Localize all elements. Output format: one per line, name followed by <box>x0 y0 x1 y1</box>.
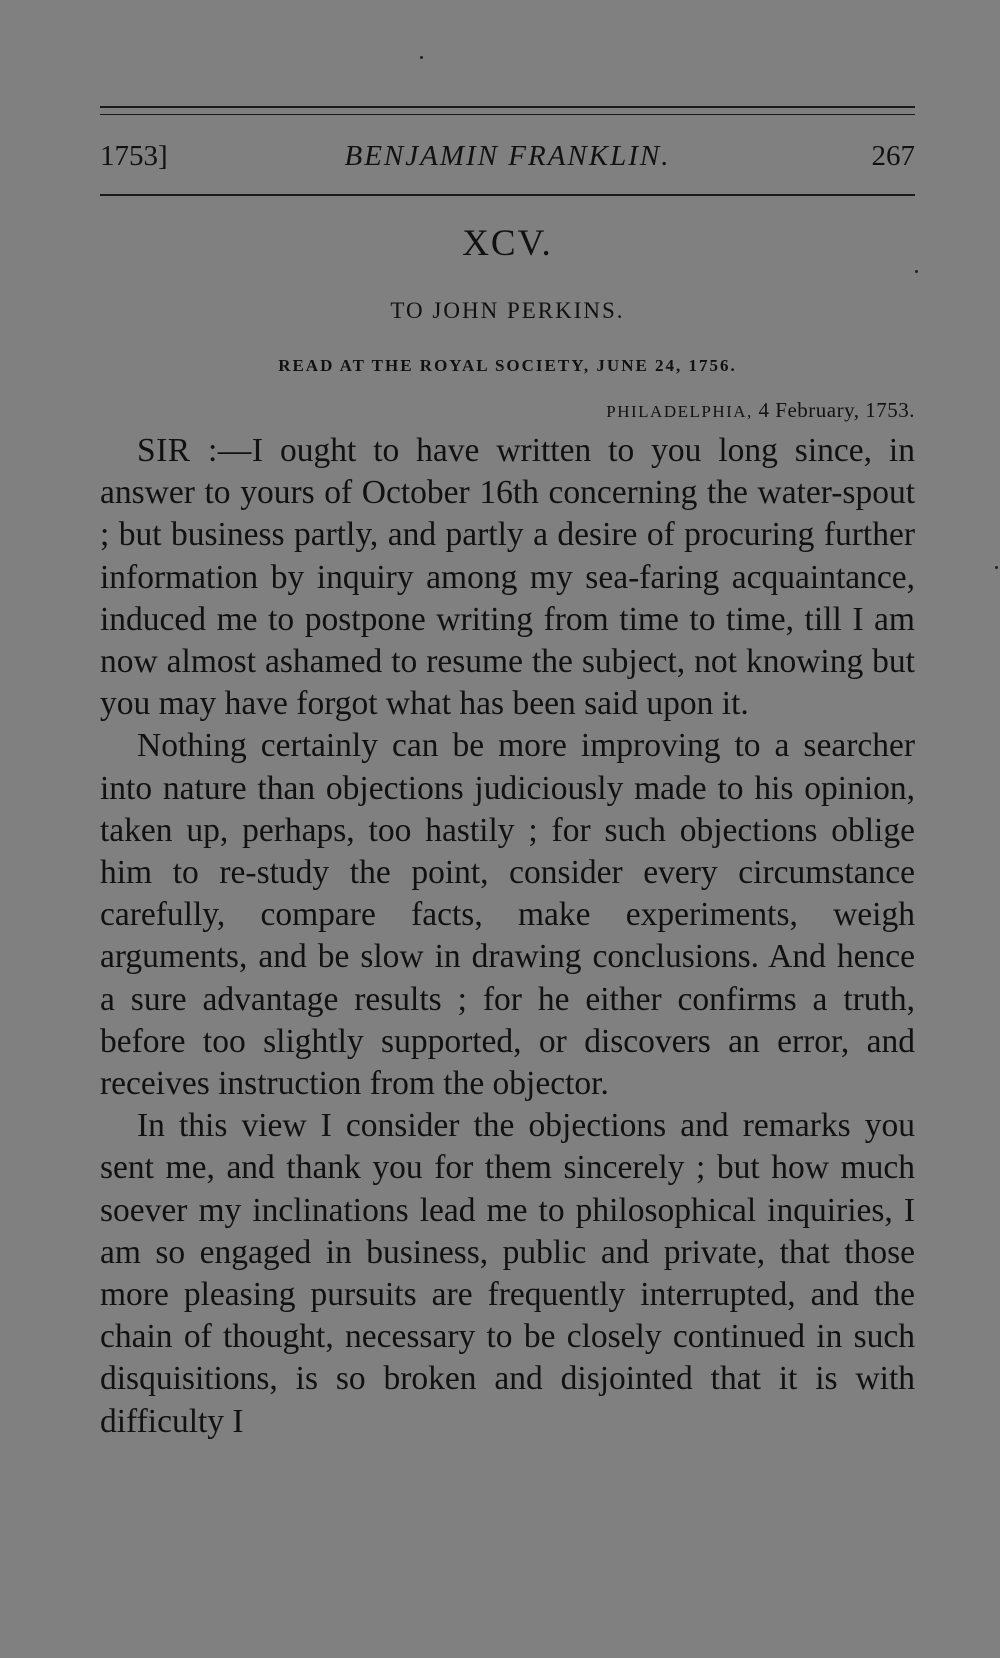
paragraph <box>100 430 915 725</box>
top-rule-thin <box>100 114 915 115</box>
top-rule <box>100 106 915 108</box>
dateline-date: 4 February, 1753. <box>758 398 915 422</box>
paper-speck <box>915 270 918 273</box>
paper-speck <box>995 566 998 569</box>
running-head-title: BENJAMIN FRANKLIN. <box>344 140 671 172</box>
page-number: 267 <box>871 140 915 172</box>
paragraph-text: In this view I consider the objections and remarks you sent me, and thank you for them sincerely ; but how much soever my inclinations lead me to philosophical inquiries, I am so engaged in business, public and private, that those more pleasing pursuits are frequently interrupted, and the chain of thought, necessary to be closely continued in such disquisitions, is so broken and disjointed that it is with difficulty I <box>100 1107 915 1440</box>
dateline-place: PHILADELPHIA, <box>606 402 753 421</box>
letter-body <box>100 430 915 1443</box>
read-note: READ AT THE ROYAL SOCIETY, JUNE 24, 1756. <box>278 356 737 375</box>
header-rule <box>100 194 915 196</box>
paragraph <box>100 1105 915 1443</box>
letter-number: XCV. <box>462 223 553 264</box>
salutation: SIR :— <box>137 432 252 469</box>
paragraph <box>100 725 915 1105</box>
running-head <box>100 140 915 180</box>
paragraph-text: I ought to have written to you long since, in answer to yours of October 16th concerning the water-spout ; but business partly, and partly a desire of procuring further information by inquiry among my sea-faring acquaintance, induced me to postpone writing from time to time, till I am now almost ashamed to resume the subject, not knowing but you may have forgot what has been said upon it. <box>100 432 915 723</box>
letter-addressee: TO JOHN PERKINS. <box>390 298 625 323</box>
running-head-year: 1753] <box>100 140 168 172</box>
paragraph-text: Nothing certainly can be more improving to a searcher into nature than objections judiciously made to his opinion, taken up, perhaps, too hastily ; for such objections oblige him to re-study the point, consider every circumstance carefully, compare facts, make experiments, weigh arguments, and be slow in drawing conclusions. And hence a sure advantage results ; for he either confirms a truth, before too slightly supported, or discovers an error, and receives instruction from the objector. <box>100 727 915 1103</box>
paper-speck <box>420 56 423 59</box>
dateline <box>606 398 915 423</box>
